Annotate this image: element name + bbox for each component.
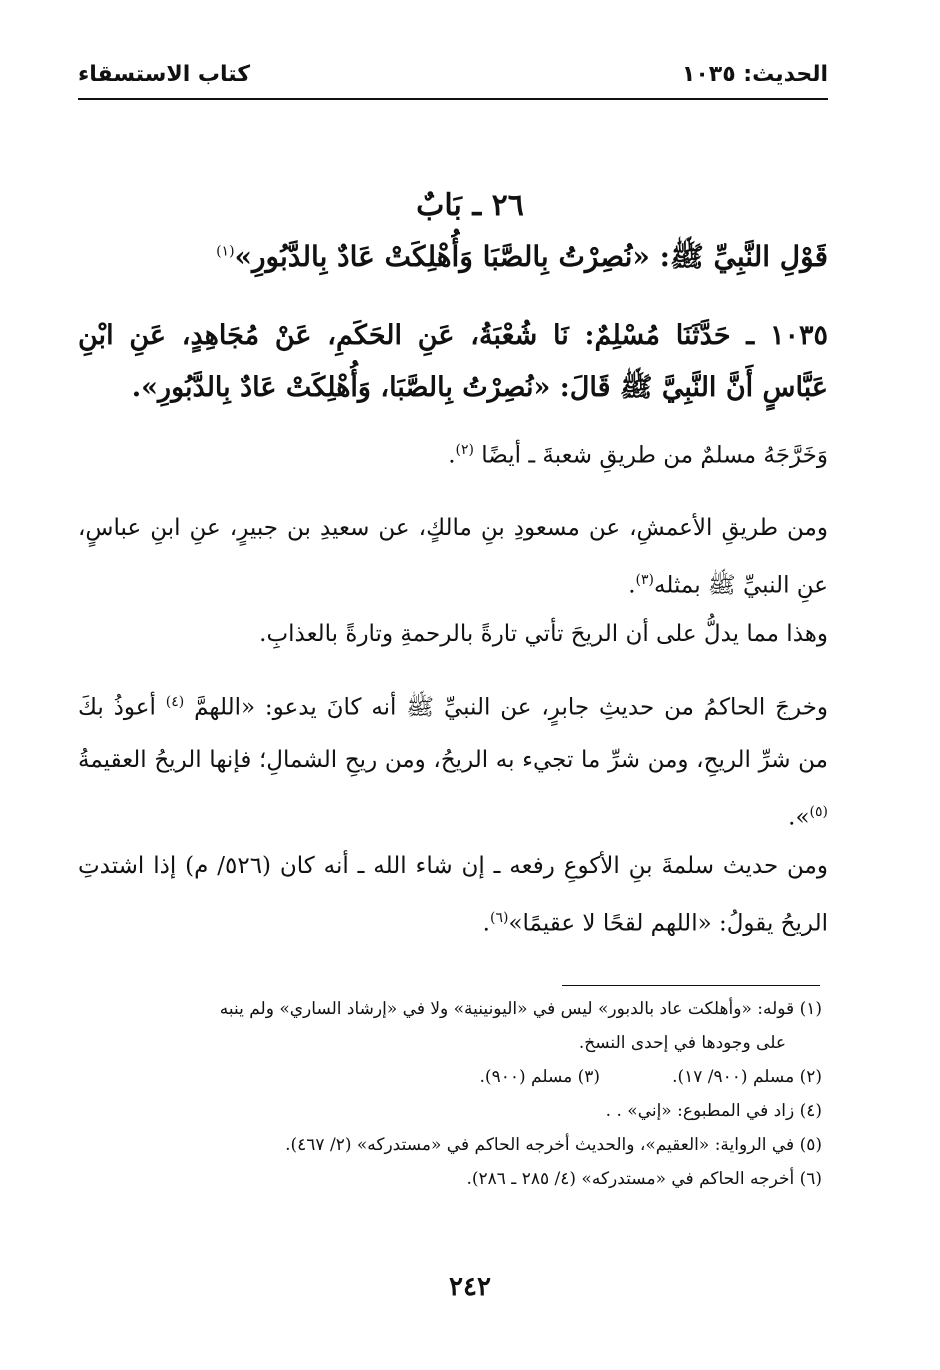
paragraph-text: ومن حديث سلمةَ بنِ الأكوعِ رفعه ـ إن شاء الله ـ أنه كان (٥٢٦/ م) إذا اشتدتِ الريحُ يقولُ: «اللهم لقحًا لا عقيمًا» <box>78 853 828 937</box>
paragraph <box>78 424 828 482</box>
paragraph-text: وَخَرَّجَهُ مسلمٌ من طريقِ شعبةَ ـ أيضًا <box>473 442 828 469</box>
header-book-title: كتاب الاستسقاء <box>78 62 251 87</box>
chapter-title-text: قَوْلِ النَّبِيِّ ﷺ: «نُصِرْتُ بِالصَّبَا وَأُهْلِكَتْ عَادٌ بِالدَّبُورِ» <box>234 240 828 273</box>
paragraph <box>78 502 828 612</box>
running-header <box>78 58 828 100</box>
footnote-4: (٤) زاد في المطبوع: «إني» . . <box>605 1101 822 1121</box>
paragraph <box>78 840 828 950</box>
paragraph: وهذا مما يدلُّ على أن الريحَ تأتي تارةً بالرحمةِ وتارةً بالعذابِ. <box>259 621 828 647</box>
footnote-ref: (٣) <box>635 572 655 588</box>
footnote-text: (١) قوله: «وأهلكت عاد بالدبور» ليس في «اليونينية» ولا في «إرشاد الساري» ولم ينبه <box>219 999 822 1019</box>
footnote-2-3 <box>78 1060 822 1094</box>
footnote-2: (٢) مسلم (٩٠٠/ ١٧). <box>672 1067 822 1087</box>
footnote-6: (٦) أخرجه الحاكم في «مستدركه» (٤/ ٢٨٥ ـ ٢٨٦). <box>466 1169 822 1189</box>
paragraph-text: . <box>448 442 456 469</box>
footnote-text: على وجودها في إحدى النسخ. <box>578 1033 786 1053</box>
footnote-1 <box>78 992 822 1060</box>
hadith-text: ١٠٣٥ ـ حَدَّثَنَا مُسْلِمٌ: نَا شُعْبَةُ، عَنِ الحَكَمِ، عَنْ مُجَاهِدٍ، عَنِ ابْنِ عَبَّاسٍ أَنَّ النَّبِيَّ ﷺ قَالَ: «نُصِرْتُ بِالصَّبَا، وَأُهْلِكَتْ عَادٌ بِالدَّبُورِ». <box>78 320 828 403</box>
footnote-3: (٣) مسلم (٩٠٠). <box>479 1067 601 1087</box>
footnotes <box>78 992 822 1196</box>
footnote-ref: (٤) <box>165 694 185 710</box>
paragraph-text: ». <box>788 804 810 831</box>
paragraph-text: . <box>628 572 636 599</box>
footnote-ref: (٦) <box>489 910 509 926</box>
page-number: ٢٤٢ <box>449 1272 491 1302</box>
chapter-heading: ٢٦ ـ بَابٌ <box>416 188 524 223</box>
paragraph <box>78 676 828 843</box>
footnote-5: (٥) في الرواية: «العقيم»، والحديث أخرجه الحاكم في «مستدركه» (٢/ ٤٦٧). <box>285 1135 822 1155</box>
footnote-ref: (١) <box>216 243 235 260</box>
footnote-ref: (٥) <box>809 803 828 820</box>
paragraph-text: . <box>482 910 490 937</box>
footnote-ref: (٢) <box>455 442 474 458</box>
chapter-title <box>78 240 828 280</box>
paragraph-text: ومن طريقِ الأعمشِ، عن مسعودِ بنِ مالكٍ، عن سعيدِ بن جبيرٍ، عنِ ابنِ عباسٍ، عنِ النبيِّ ﷺ بمثله <box>78 515 828 599</box>
header-hadith-number: الحديث: ١٠٣٥ <box>681 62 828 87</box>
footnote-divider <box>562 985 820 986</box>
paragraph-text: وخرجَ الحاكمُ من حديثِ جابرٍ، عن النبيِّ ﷺ أنه كانَ يدعو: «اللهمَّ <box>184 694 828 721</box>
paragraph-text: أعوذُ بكَ من شرِّ الريحِ، ومن شرِّ ما تجيء به الريحُ، ومن ريحِ الشمالِ؛ فإنها الريحُ العقيمةُ <box>78 694 828 773</box>
